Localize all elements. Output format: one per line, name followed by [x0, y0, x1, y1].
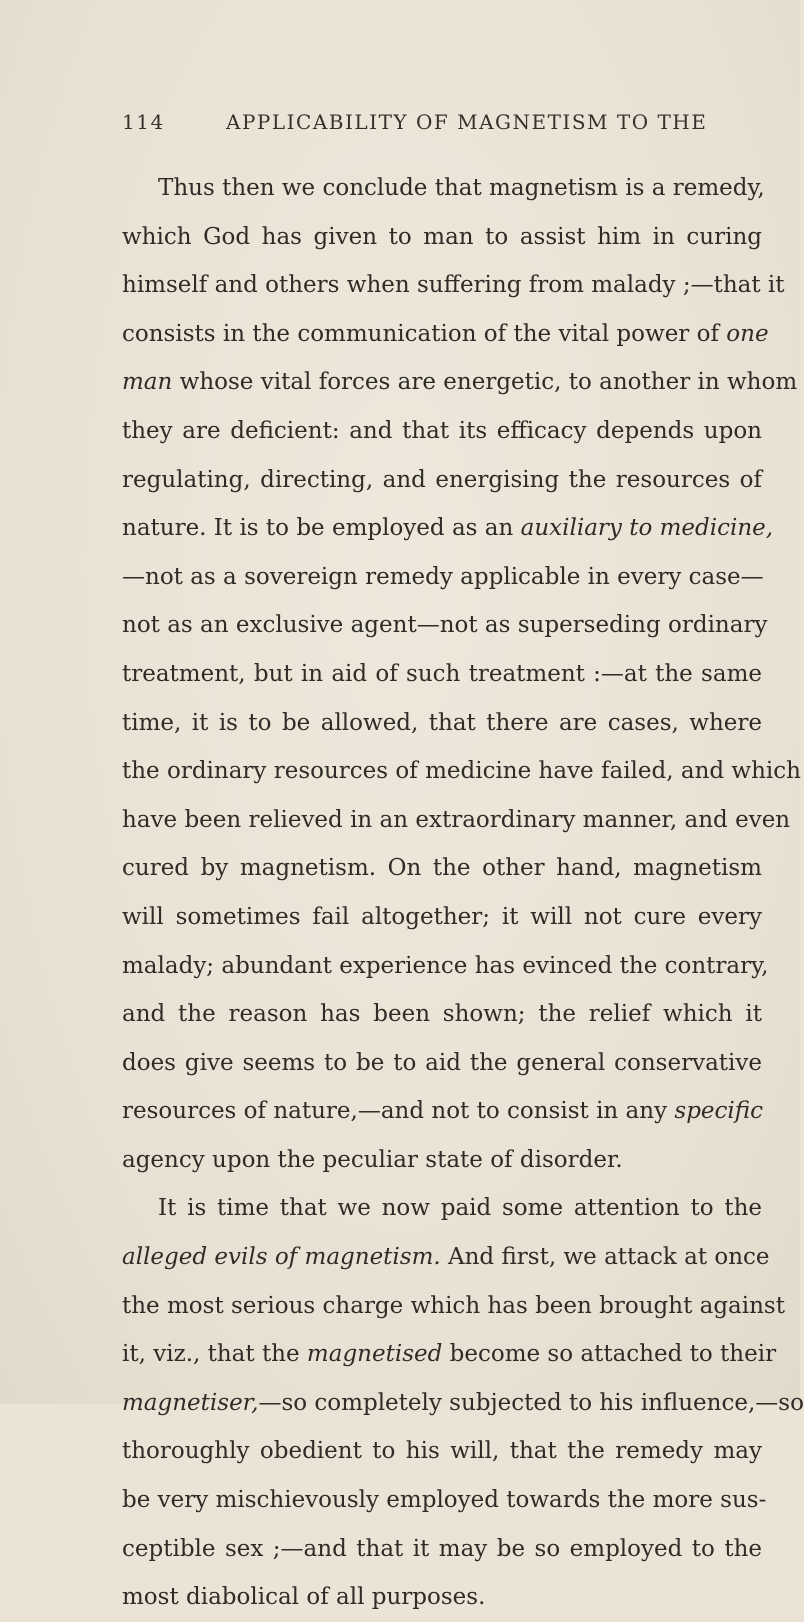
body-text [122, 164, 804, 1622]
text-line: thoroughly obedient to his will, that the remedy may [122, 1438, 762, 1465]
page-header [122, 110, 762, 146]
text-line: malady; abundant experience has evinced the contrary, [122, 952, 769, 979]
text-line: which God has given to man to assist him in curing [122, 223, 762, 250]
running-head: APPLICABILITY OF MAGNETISM TO THE [226, 110, 708, 134]
text-line: nature. It is to be employed as an auxiliary to medicine, [122, 515, 774, 542]
text-line: Thus then we conclude that magnetism is a remedy, [158, 175, 765, 201]
text-line: regulating, directing, and energising the resources of [122, 466, 762, 493]
text-line: alleged evils of magnetism. And first, we attack at once [122, 1244, 770, 1271]
text-line: it, viz., that the magnetised become so attached to their [122, 1341, 777, 1368]
text-line: man whose vital forces are energetic, to another in whom [122, 369, 798, 396]
text-line: have been relieved in an extraordinary manner, and even [122, 806, 791, 833]
text-line: will sometimes fail altogether; it will not cure every [122, 903, 762, 930]
text-line: most diabolical of all purposes. [122, 1584, 486, 1611]
text-line: himself and others when suffering from malady ;—that it [122, 272, 785, 299]
text-line: not as an exclusive agent—not as superseding ordinary [122, 612, 768, 639]
text-line: the ordinary resources of medicine have failed, and which [122, 758, 801, 785]
text-line: and the reason has been shown; the relief which it [122, 1001, 762, 1028]
text-line: agency upon the peculiar state of disorder. [122, 1146, 623, 1173]
text-line: resources of nature,—and not to consist in any specific [122, 1098, 763, 1125]
text-line: It is time that we now paid some attention to the [158, 1195, 762, 1222]
text-line: be very mischievously employed towards the more sus- [122, 1487, 767, 1514]
text-line: —not as a sovereign remedy applicable in every case— [122, 563, 764, 590]
text-line: treatment, but in aid of such treatment :—at the same [122, 660, 762, 687]
text-line: they are deficient: and that its efficacy depends upon [122, 417, 762, 444]
text-line: the most serious charge which has been brought against [122, 1292, 785, 1319]
text-line: does give seems to be to aid the general conservative [122, 1049, 762, 1076]
text-line: ceptible sex ;—and that it may be so employed to the [122, 1535, 762, 1562]
text-line: magnetiser,—so completely subjected to his influence,—so [122, 1389, 804, 1416]
page-number: 114 [122, 110, 165, 134]
text-line: consists in the communication of the vital power of one [122, 320, 769, 347]
text-line: time, it is to be allowed, that there are cases, where [122, 709, 762, 736]
text-line: cured by magnetism. On the other hand, magnetism [122, 855, 762, 882]
